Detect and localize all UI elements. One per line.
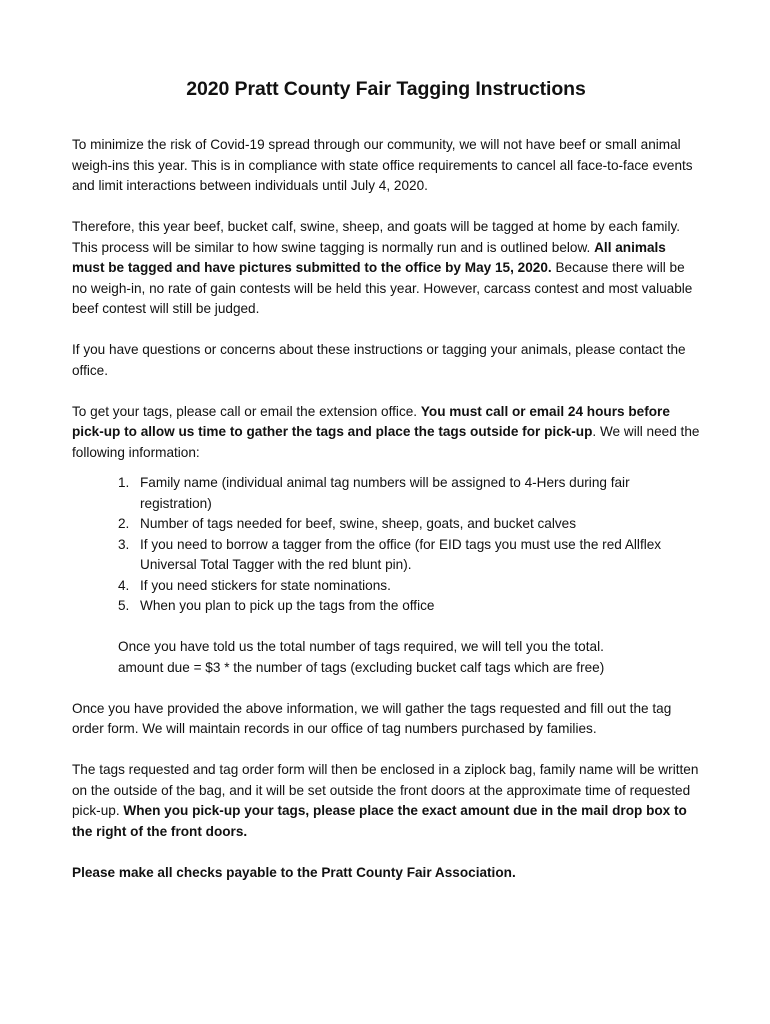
page-title: 2020 Pratt County Fair Tagging Instructions	[186, 78, 586, 100]
paragraph-checks	[72, 863, 700, 884]
list-item-text: When you plan to pick up the tags from the office	[140, 598, 435, 613]
list-number: 3.	[118, 536, 130, 552]
paragraph-tagging-at-home	[72, 217, 700, 320]
paragraph-text: Because there will be no weigh-in, no rate of gain contests will be held this year. However, carcass contest and most valuable beef contest will still be judged.	[72, 260, 693, 316]
paragraph-get-tags	[72, 402, 700, 464]
amount-due-formula: amount due = $3 * the number of tags (excluding bucket calf tags which are free)	[118, 659, 605, 675]
paragraph-pickup	[72, 760, 700, 842]
list-item-text: If you need to borrow a tagger from the office (for EID tags you must use the red Allflex Universal Total Tagger with the red blunt pin).	[140, 536, 662, 572]
information-list	[72, 473, 700, 617]
paragraph-order-form: Once you have provided the above information, we will gather the tags requested and fill out the tag order form. We will maintain records in our office of tag numbers purchased by families.	[72, 700, 672, 736]
paragraph-text: The tags requested and tag order form will then be enclosed in a ziplock bag, family name will be written on the outside of the bag, and it will be set outside the front doors at the approximate time of requested pick-up.	[72, 762, 699, 818]
deadline-bold-text: All animals must be tagged and have pictures submitted to the office by May 15, 2020.	[72, 239, 666, 275]
call-ahead-bold-text: You must call or email 24 hours before pick-up to allow us time to gather the tags and place the tags outside for pick-up	[72, 403, 670, 439]
checks-payable-text: Please make all checks payable to the Pratt County Fair Association.	[72, 864, 516, 880]
list-number: 1.	[118, 475, 130, 490]
list-item	[118, 535, 700, 576]
list-item	[118, 596, 700, 617]
paragraph-covid-notice: To minimize the risk of Covid-19 spread through our community, we will not have beef or small animal weigh-ins this year. This is in compliance with state office requirements to cancel all face-to-face events and limit interactions between individuals until July 4, 2020.	[72, 137, 693, 193]
list-item-text: Number of tags needed for beef, swine, sheep, goats, and bucket calves	[140, 516, 577, 531]
amount-due-block	[72, 637, 700, 678]
payment-bold-text: When you pick-up your tags, please place the exact amount due in the mail drop box to the right of the front doors.	[72, 803, 687, 839]
list-item-text: Family name (individual animal tag numbers will be assigned to 4-Hers during fair registration)	[140, 475, 630, 511]
list-number: 5.	[118, 598, 130, 613]
paragraph-text: To get your tags, please call or email the extension office.	[72, 403, 421, 419]
paragraph-questions: If you have questions or concerns about these instructions or tagging your animals, please contact the office.	[72, 342, 686, 378]
list-number: 2.	[118, 516, 130, 531]
list-item	[118, 576, 700, 597]
list-item	[118, 473, 700, 514]
total-line: Once you have told us the total number of tags required, we will tell you the total.	[118, 639, 604, 654]
list-number: 4.	[118, 577, 130, 593]
list-item-text: If you need stickers for state nominations.	[140, 577, 391, 593]
paragraph-text: . We will need the following information:	[72, 424, 700, 460]
list-item	[118, 514, 700, 535]
paragraph-text: Therefore, this year beef, bucket calf, swine, sheep, and goats will be tagged at home by each family. This process will be similar to how swine tagging is normally run and is outlined below.	[72, 219, 681, 255]
